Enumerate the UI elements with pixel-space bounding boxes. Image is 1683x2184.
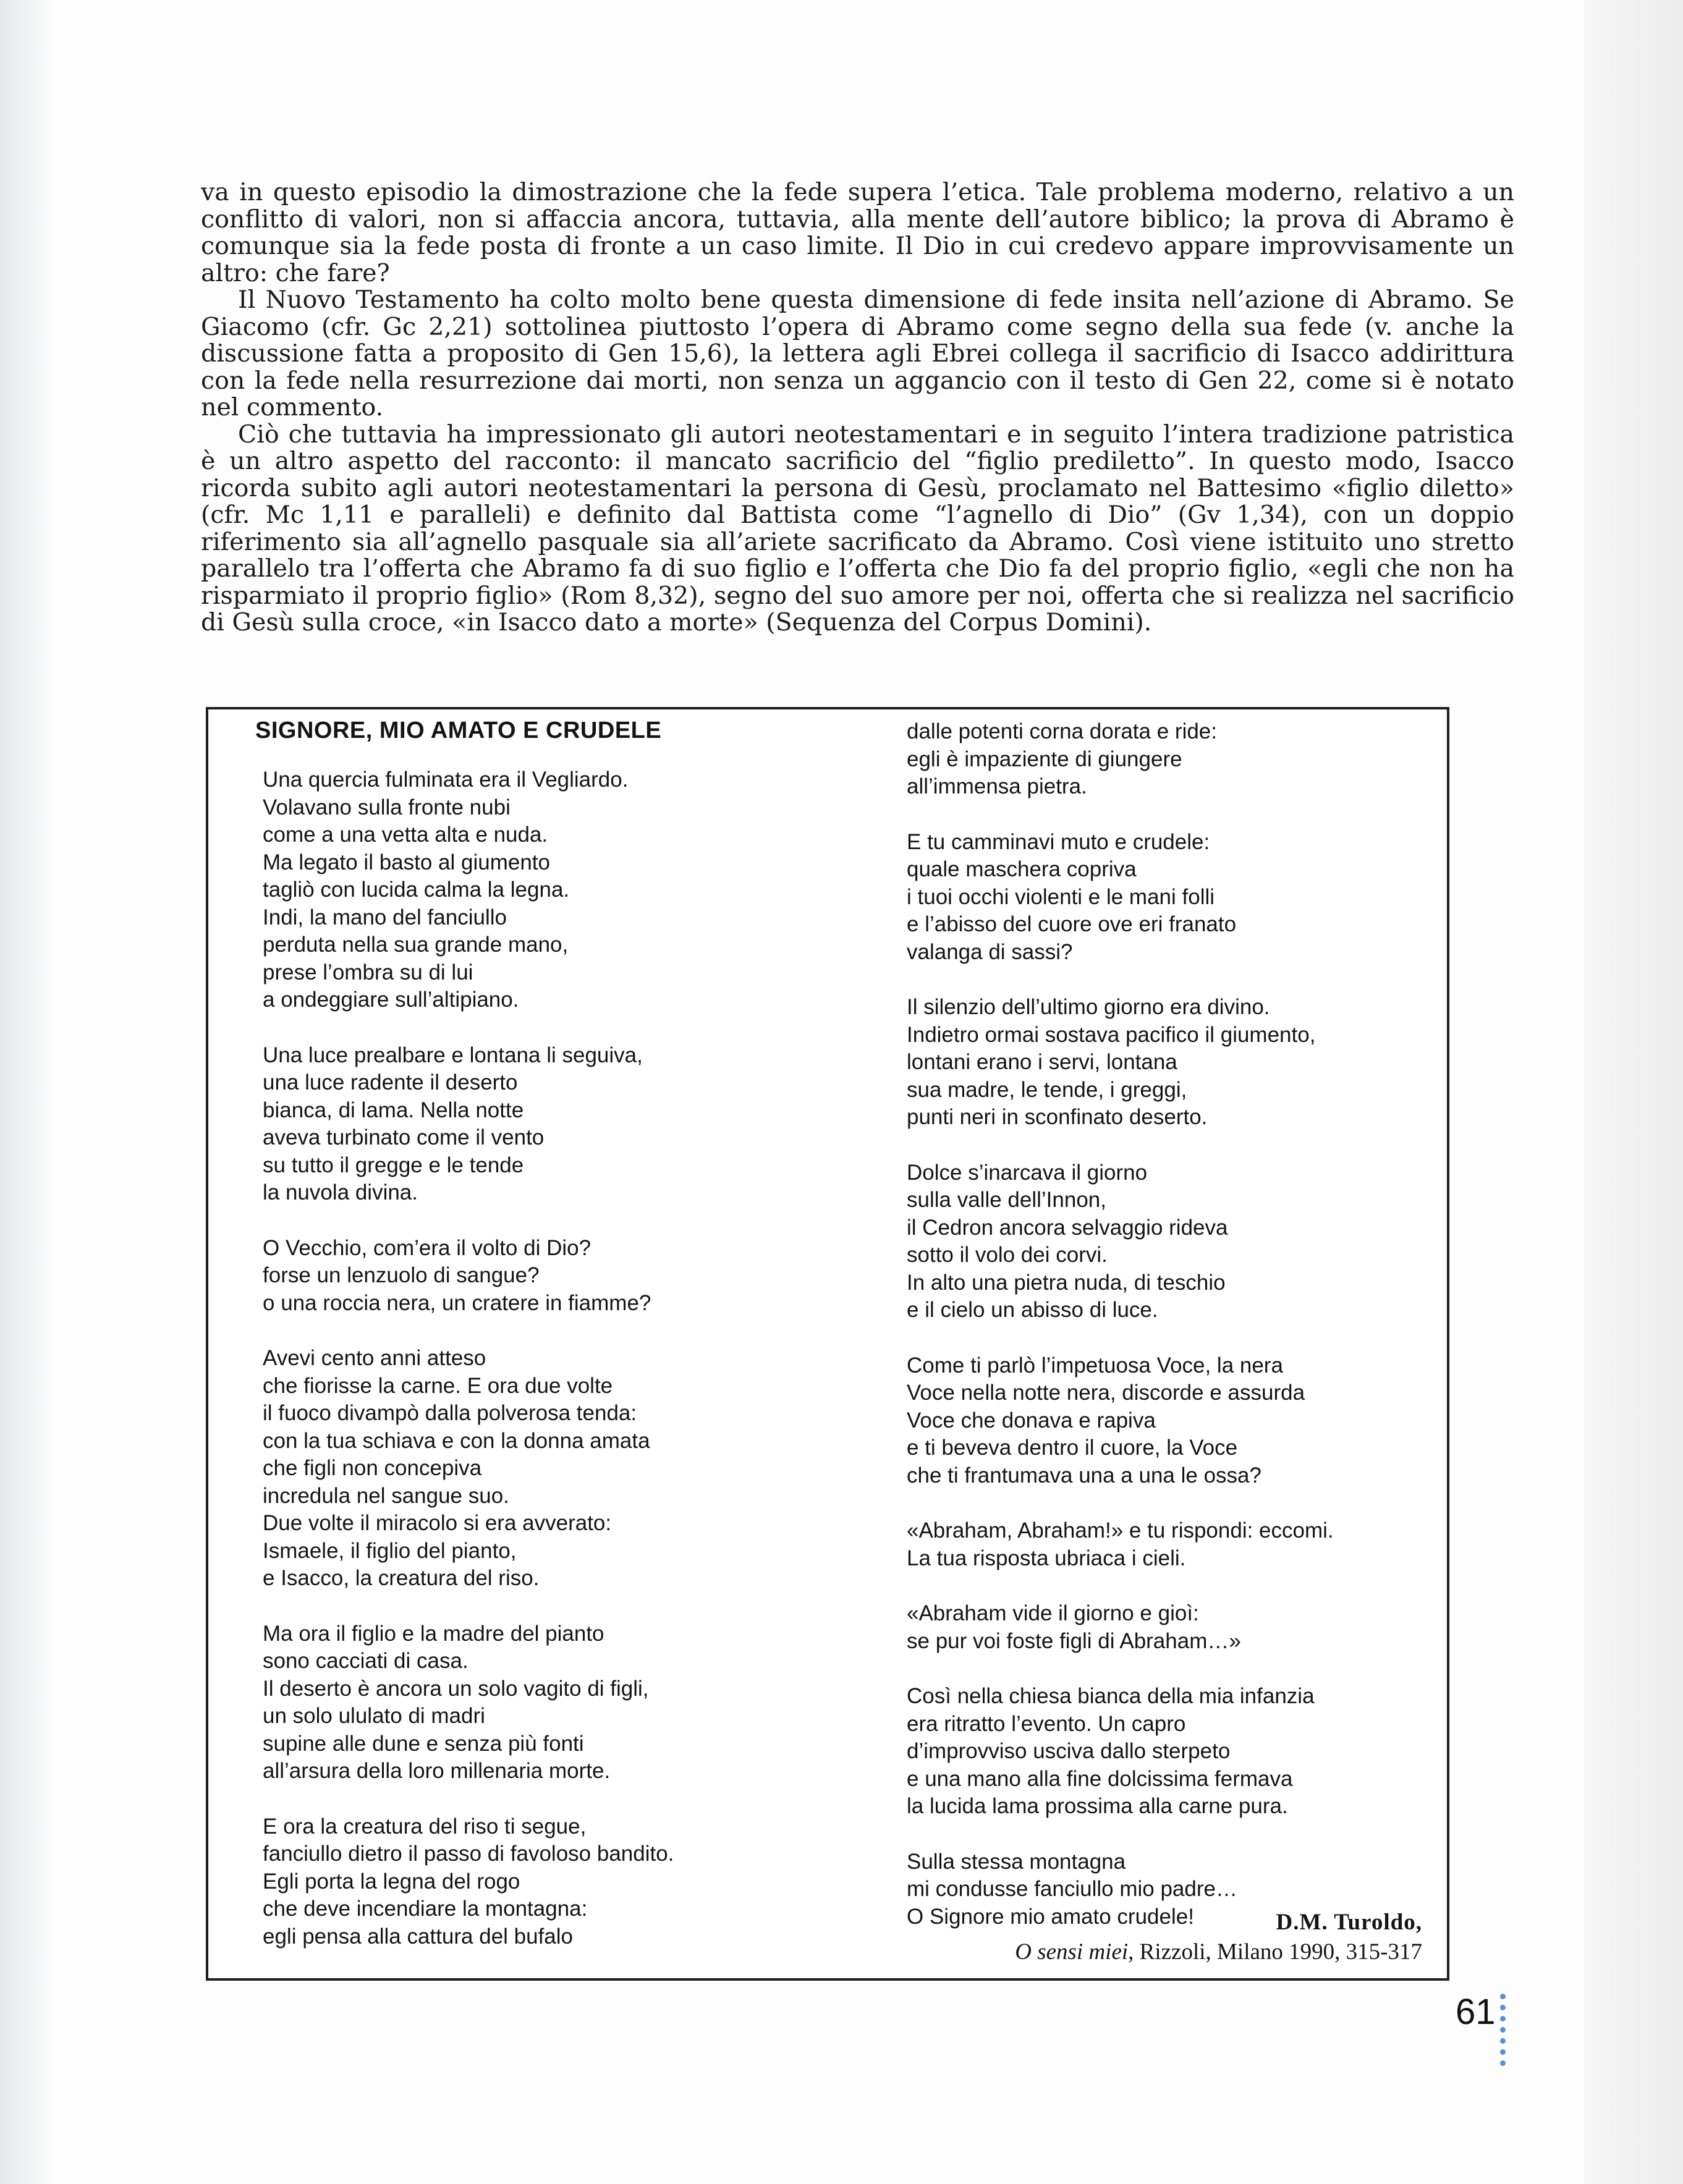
poem-left-column <box>255 709 831 1978</box>
attribution-book: O sensi miei <box>1015 1939 1129 1965</box>
left-stanza <box>263 766 831 1014</box>
left-stanza <box>263 1345 831 1593</box>
poem-line: sua madre, le tende, i greggi, <box>907 1077 1187 1102</box>
page-number: 61 <box>1456 1992 1496 2032</box>
article-paragraph-2: Il Nuovo Testamento ha colto molto bene questa dimensione di fede insita nell’azione di Abramo. Se Giacomo (cfr. Gc 2,21) sottolinea piuttosto l’opera di Abramo come segno della sua fede (v. anche la discussione fatta a proposito di Gen 15,6), la lettera agli Ebrei collega il sacrificio di Isacco addirittura con la fede nella resurrezione dai morti, non senza un aggancio con il testo di Gen 22, come si è notato nel commento. <box>201 286 1514 421</box>
poem-attribution <box>1015 1908 1422 1967</box>
page-right-edge <box>1584 0 1683 2184</box>
poem-line: quale maschera copriva <box>907 857 1137 881</box>
poem-line: fanciullo dietro il passo di favoloso bandito. <box>263 1842 674 1866</box>
poem-line: sulla valle dell’Innon, <box>907 1188 1106 1212</box>
poem-line: Dolce s’inarcava il giorno <box>907 1160 1148 1185</box>
poem-line: lontani erano i servi, lontana <box>907 1050 1177 1074</box>
poem-right-column <box>907 709 1438 1958</box>
attribution-author: D.M. Turoldo, <box>1276 1910 1422 1935</box>
poem-line: all’arsura della loro millenaria morte. <box>263 1759 611 1783</box>
poem-line: valanga di sassi? <box>907 939 1073 964</box>
poem-line: Due volte il miracolo si era avverato: <box>263 1511 612 1535</box>
poem-line: e l’abisso del cuore ove eri franato <box>907 912 1237 936</box>
poem-line: Ismaele, il figlio del pianto, <box>263 1538 517 1563</box>
poem-line: che ti frantumava una a una le ossa? <box>907 1463 1261 1488</box>
right-stanza <box>907 1352 1438 1490</box>
poem-line: e il cielo un abisso di luce. <box>907 1298 1158 1322</box>
poem-line: Così nella chiesa bianca della mia infanzia <box>907 1684 1315 1708</box>
poem-line: «Abraham vide il giorno e gioì: <box>907 1601 1199 1625</box>
poem-line: il fuoco divampò dalla polverosa tenda: <box>263 1401 637 1425</box>
left-stanza <box>263 1620 831 1785</box>
poem-line: e Isacco, la creatura del riso. <box>263 1566 540 1590</box>
left-stanza <box>263 1813 831 1951</box>
poem-line: che fiorisse la carne. E ora due volte <box>263 1373 613 1398</box>
poem-line: Voce che donava e rapiva <box>907 1408 1156 1433</box>
poem-line: che deve incendiare la montagna: <box>263 1897 588 1921</box>
article-paragraph-1: va in questo episodio la dimostrazione che la fede supera l’etica. Tale problema moderno, relativo a un conflitto di valori, non si affaccia ancora, tuttavia, alla mente dell’autore biblico; la prova di Abramo è comunque sia la fede posta di fronte a un caso limite. Il Dio in cui credevo appare improvvisamente un altro: che fare? <box>201 178 1514 287</box>
poem-line: Come ti parlò l’impetuosa Voce, la nera <box>907 1353 1283 1378</box>
right-stanza <box>907 718 1438 801</box>
poem-line: Indietro ormai sostava pacifico il giumento, <box>907 1022 1316 1047</box>
page-number-dots-decoration <box>1500 1994 1507 2072</box>
poem-line: incredula nel sangue suo. <box>263 1483 509 1508</box>
poem-line: Egli porta la legna del rogo <box>263 1869 520 1894</box>
right-stanza <box>907 1600 1438 1655</box>
poem-line: la lucida lama prossima alla carne pura. <box>907 1794 1288 1818</box>
right-stanza <box>907 1517 1438 1572</box>
poem-box <box>206 707 1449 1981</box>
poem-line: un solo ululato di madri <box>263 1704 485 1728</box>
poem-line: sono cacciati di casa. <box>263 1649 468 1673</box>
left-stanza <box>263 1042 831 1207</box>
poem-line: che figli non concepiva <box>263 1456 482 1480</box>
poem-line: Una luce prealbare e lontana li seguiva, <box>263 1043 643 1067</box>
poem-line: all’immensa pietra. <box>907 774 1087 798</box>
poem-line: e una mano alla fine dolcissima fermava <box>907 1766 1293 1791</box>
poem-line: il Cedron ancora selvaggio rideva <box>907 1215 1228 1240</box>
right-stanza <box>907 1159 1438 1324</box>
poem-line: a ondeggiare sull’altipiano. <box>263 988 519 1012</box>
right-stanza <box>907 994 1438 1132</box>
poem-line: O Vecchio, com’era il volto di Dio? <box>263 1235 591 1260</box>
poem-line: supine alle dune e senza più fonti <box>263 1731 584 1756</box>
article-paragraph-3: Ciò che tuttavia ha impressionato gli autori neotestamentari e in seguito l’intera tradizione patristica è un altro aspetto del racconto: il mancato sacrificio del “figlio prediletto”. In questo modo, Isacco ricorda subito agli autori neotestamentari la persona di Gesù, proclamato nel Battesimo «figlio diletto» (cfr. Mc 1,11 e paralleli) e definito dal Battista come “l’agnello di Dio” (Gv 1,34), con un doppio riferimento sia all’agnello pasquale sia all’ariete sacrificato da Abramo. Così viene istituito uno stretto parallelo tra l’offerta che Abramo fa di suo figlio e l’offerta che Dio fa del proprio figlio, «egli che non ha risparmiato il proprio figlio» (Rom 8,32), segno del suo amore per noi, offerta che si realizza nel sacrificio di Gesù sulla croce, «in Isacco dato a morte» (Sequenza del Corpus Domini). <box>201 420 1514 637</box>
poem-line: bianca, di lama. Nella notte <box>263 1098 524 1122</box>
poem-line: Indi, la mano del fanciullo <box>263 905 507 929</box>
poem-line: la nuvola divina. <box>263 1180 418 1204</box>
poem-line: O Signore mio amato crudele! <box>907 1904 1194 1929</box>
poem-line: Una quercia fulminata era il Vegliardo. <box>263 768 629 792</box>
poem-line: Avevi cento anni atteso <box>263 1346 486 1370</box>
poem-line: con la tua schiava e con la donna amata <box>263 1428 650 1453</box>
right-stanza <box>907 829 1438 967</box>
poem-line: come a una vetta alta e nuda. <box>263 823 548 847</box>
attribution-source <box>1015 1937 1422 1967</box>
poem-line: In alto una pietra nuda, di teschio <box>907 1270 1226 1295</box>
poem-line: o una roccia nera, un cratere in fiamme? <box>263 1290 651 1315</box>
poem-line: Voce nella notte nera, discorde e assurda <box>907 1381 1305 1405</box>
poem-line: su tutto il gregge e le tende <box>263 1153 524 1177</box>
page-gutter-shadow <box>0 0 56 2184</box>
poem-line: d’improvviso usciva dallo sterpeto <box>907 1739 1231 1763</box>
poem-line: Ma ora il figlio e la madre del pianto <box>263 1621 604 1646</box>
poem-line: Il silenzio dell’ultimo giorno era divino. <box>907 995 1270 1019</box>
poem-line: dalle potenti corna dorata e ride: <box>907 719 1217 743</box>
poem-line: punti neri in sconfinato deserto. <box>907 1105 1208 1129</box>
poem-line: e ti beveva dentro il cuore, la Voce <box>907 1436 1238 1460</box>
poem-line: aveva turbinato come il vento <box>263 1125 545 1149</box>
poem-line: Il deserto è ancora un solo vagito di figli, <box>263 1676 649 1701</box>
poem-line: era ritratto l’evento. Un capro <box>907 1711 1186 1736</box>
poem-line: Sulla stessa montagna <box>907 1849 1126 1874</box>
poem-line: perduta nella sua grande mano, <box>263 933 569 957</box>
right-stanza <box>907 1683 1438 1821</box>
poem-line: E ora la creatura del riso ti segue, <box>263 1814 587 1839</box>
poem-title: SIGNORE, MIO AMATO E CRUDELE <box>255 717 662 743</box>
poem-line: Volavano sulla fronte nubi <box>263 795 511 819</box>
poem-line: se pur voi foste figli di Abraham…» <box>907 1628 1241 1653</box>
poem-line: Ma legato il basto al giumento <box>263 850 550 874</box>
poem-line: mi condusse fanciullo mio padre… <box>907 1877 1237 1901</box>
poem-line: egli pensa alla cattura del bufalo <box>263 1924 574 1949</box>
poem-line: tagliò con lucida calma la legna. <box>263 878 570 902</box>
poem-line: E tu camminavi muto e crudele: <box>907 829 1210 854</box>
poem-line: prese l’ombra su di lui <box>263 960 473 984</box>
left-stanza <box>263 1235 831 1318</box>
poem-line: «Abraham, Abraham!» e tu rispondi: eccomi. <box>907 1518 1334 1543</box>
poem-line: sotto il volo dei corvi. <box>907 1243 1108 1267</box>
poem-line: La tua risposta ubriaca i cieli. <box>907 1546 1186 1570</box>
poem-line: forse un lenzuolo di sangue? <box>263 1263 540 1287</box>
poem-line: egli è impaziente di giungere <box>907 747 1182 771</box>
article-body <box>201 179 1514 637</box>
attribution-publisher: , Rizzoli, Milano 1990, 315-317 <box>1128 1939 1422 1965</box>
poem-line: una luce radente il deserto <box>263 1070 518 1094</box>
poem-line: i tuoi occhi violenti e le mani folli <box>907 884 1215 909</box>
